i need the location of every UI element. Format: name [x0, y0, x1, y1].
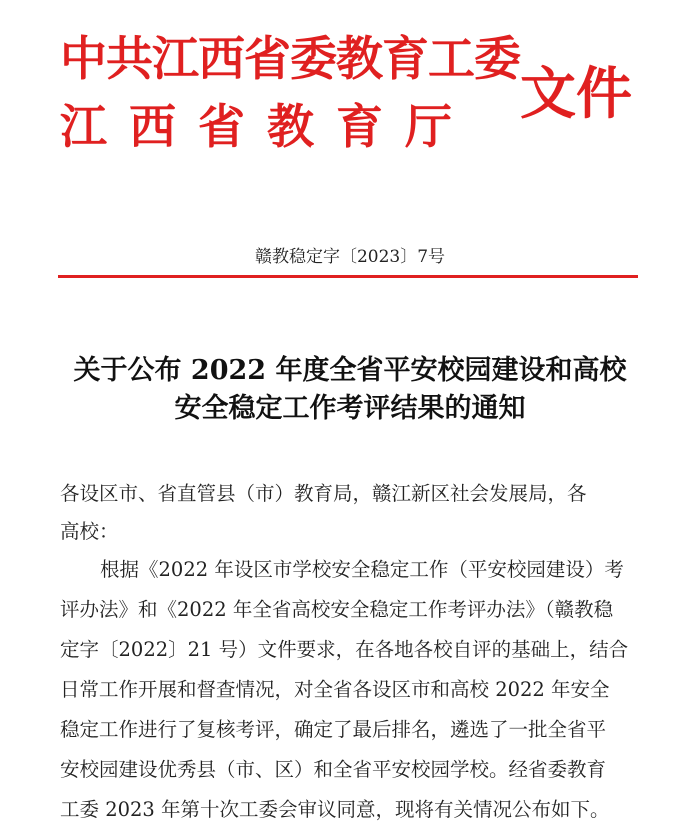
- red-divider-line: [58, 275, 638, 278]
- paragraph-line: 评办法》和《2022 年全省高校安全稳定工作考评办法》（赣教稳: [60, 598, 614, 621]
- paragraph-line: 日常工作开展和督查情况，对全省各设区市和高校 2022 年安全: [60, 678, 610, 701]
- paragraph-line: 根据《2022 年设区市学校安全稳定工作（平安校园建设）考: [100, 558, 624, 581]
- title-line-1: 关于公布 2022 年度全省平安校园建设和高校: [73, 355, 627, 386]
- paragraph-line: 定字〔2022〕21 号）文件要求，在各地各校自评的基础上，结合: [60, 638, 629, 661]
- paragraph-line: 安校园建设优秀县（市、区）和全省平安校园学校。经省委教育: [60, 758, 607, 781]
- title-line-2: 安全稳定工作考评结果的通知: [174, 393, 526, 424]
- addressee-line-2: 高校：: [60, 520, 119, 543]
- paragraph-line: 稳定工作进行了复核考评，确定了最后排名，遴选了一批全省平: [60, 718, 607, 741]
- addressee-line-1: 各设区市、省直管县（市）教育局，赣江新区社会发展局，各: [60, 482, 587, 505]
- paragraph-line: 工委 2023 年第十次工委会审议同意，现将有关情况公布如下。: [60, 798, 610, 821]
- issuer-line-2: 江西省教育厅: [60, 100, 474, 155]
- file-word: 文件: [520, 61, 632, 127]
- issuer-line-1: 中共江西省委教育工委: [60, 32, 520, 87]
- document-title: [40, 352, 660, 428]
- document-number: 赣教稳定字〔2023〕7号: [254, 247, 446, 267]
